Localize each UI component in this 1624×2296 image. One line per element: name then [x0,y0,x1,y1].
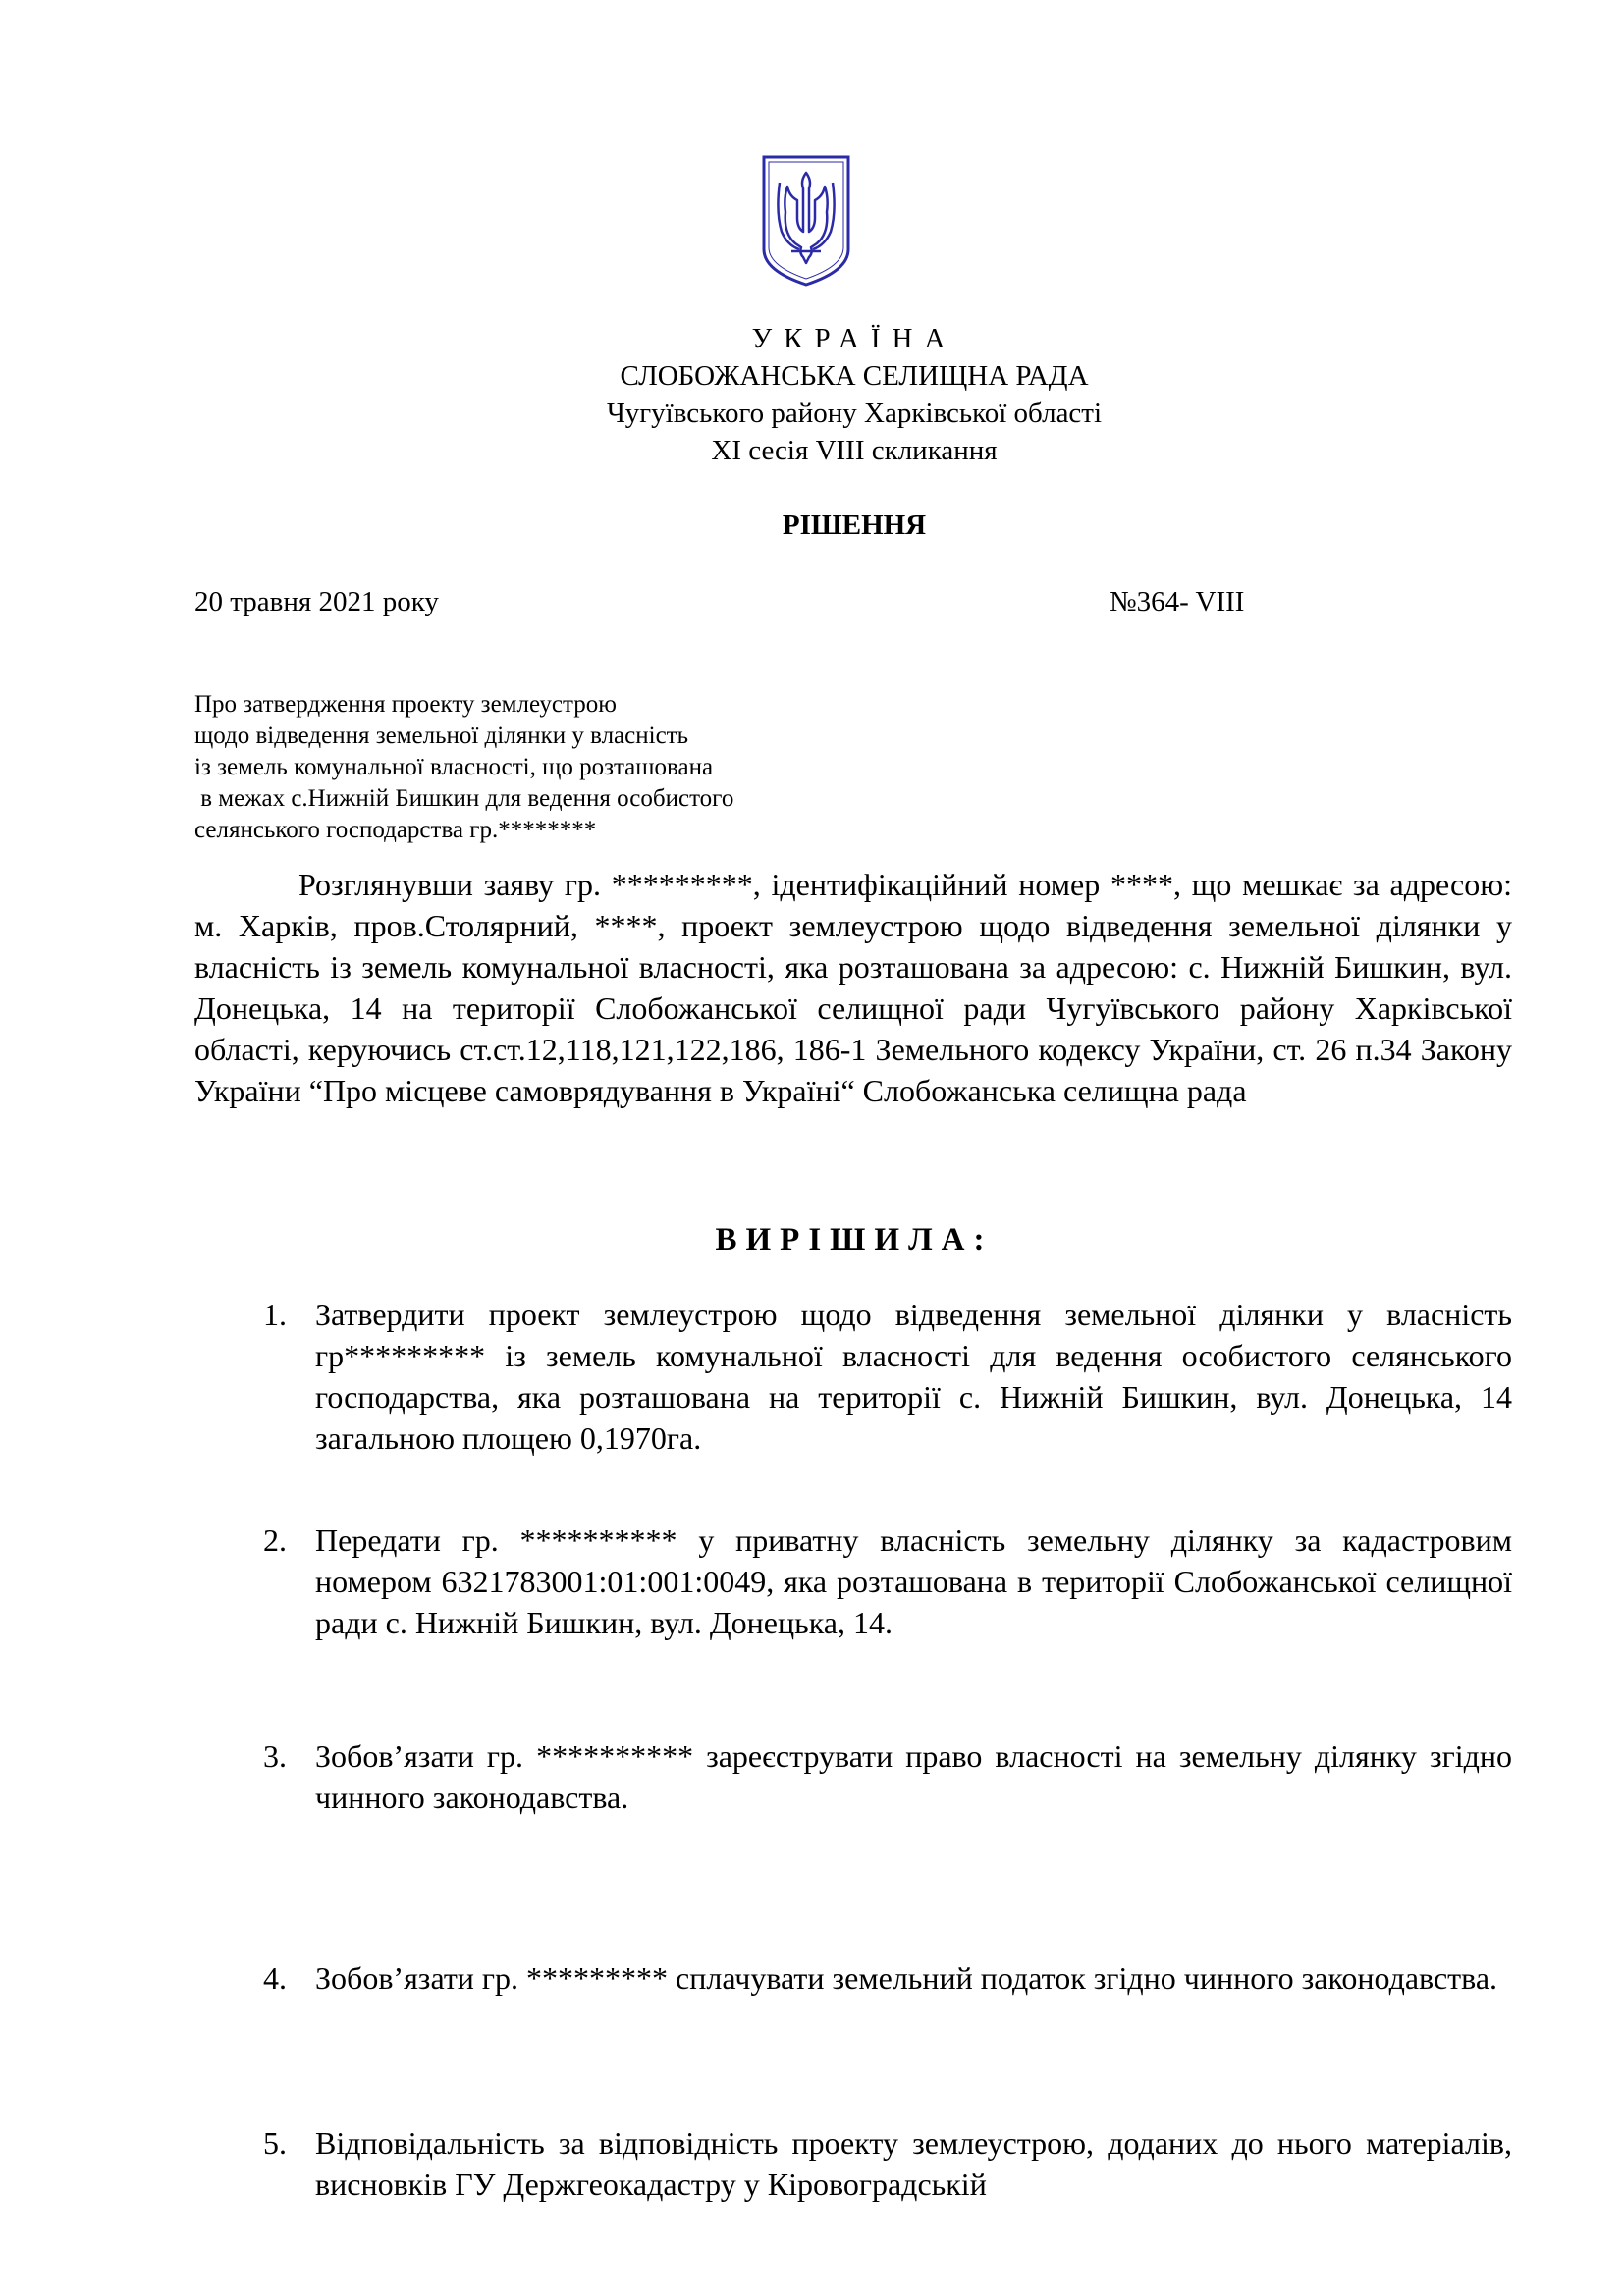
resolution-item [263,2122,1512,2205]
decision-title: РІШЕННЯ [782,509,927,541]
country-name: УКРАЇНА [751,323,957,354]
resolution-item [263,1294,1512,1459]
item-text: Затвердити проект землеустрою щодо відведення земельної ділянки у власність гр********* із земель комунальної власності для ведення особистого селянського господарства, яка розташована на території с. Нижній Бишкин, вул. Донецька, 14 загальною площею 0,1970га. [315,1297,1512,1456]
resolved-heading: ВИРІШИЛА: [715,1222,994,1257]
item-text: Передати гр. ********** у приватну власність земельну ділянку за кадастровим номером 6321783001:01:001:0049, яка розташована в території Слобожанської селищної ради с. Нижній Бишкин, вул. Донецька, 14. [315,1522,1512,1640]
item-number: 5. [263,2125,287,2161]
district-name: Чугуївського району Харківської області [606,398,1103,429]
document-header [0,320,1624,469]
subject-line: із земель комунальної власності, що розташована [194,754,714,780]
resolution-item [263,1735,1512,1818]
subject-line: Про затвердження проекту землеустрою [194,691,617,718]
item-number: 1. [263,1297,287,1332]
preamble-paragraph: Розглянувши заяву гр. *********, ідентифікаційний номер ****, що мешкає за адресою: м. Харків, пров.Столярний, ****, проект землеустрою щодо відведення земельної ділянки у власність із земель комунальної власності, яка розташована за адресою: с. Нижній Бишкин, вул. Донецька, 14 на території Слобожанської селищної ради Чугуївського району Харківської області, керуючись ст.ст.12,118,121,122,186, 186-1 Земельного кодексу України, ст. 26 п.34 Закону України “Про місцеве самоврядування в Україні“ Слобожанська селищна рада [194,867,1512,1108]
item-text: Зобов’язати гр. ********** зареєструвати право власності на земельну ділянку згідно чинного законодавства. [315,1738,1512,1815]
decision-date: 20 травня 2021 року [194,586,439,617]
resolution-item [263,1957,1512,1999]
session-info: XI сесія VIII скликання [711,435,998,466]
decision-subject [194,689,941,846]
subject-line: щодо відведення земельної ділянки у власність [194,722,688,749]
subject-line: селянського господарства гр.******** [194,817,597,843]
item-number: 3. [263,1738,287,1774]
resolution-item [263,1520,1512,1643]
trident-emblem-icon [760,153,852,289]
subject-line: в межах с.Нижній Бишкин для ведення особистого [194,785,734,812]
item-number: 2. [263,1522,287,1558]
item-number: 4. [263,1960,287,1996]
item-text: Відповідальність за відповідність проекту землеустрою, доданих до нього матеріалів, висновків ГУ Держгеокадастру у Кіровоградській [315,2125,1512,2202]
decision-number: №364- VIII [1110,586,1245,617]
council-name: СЛОБОЖАНСЬКА СЕЛИЩНА РАДА [620,360,1089,392]
item-text: Зобов’язати гр. ********* сплачувати земельний податок згідно чинного законодавства. [315,1960,1498,1996]
